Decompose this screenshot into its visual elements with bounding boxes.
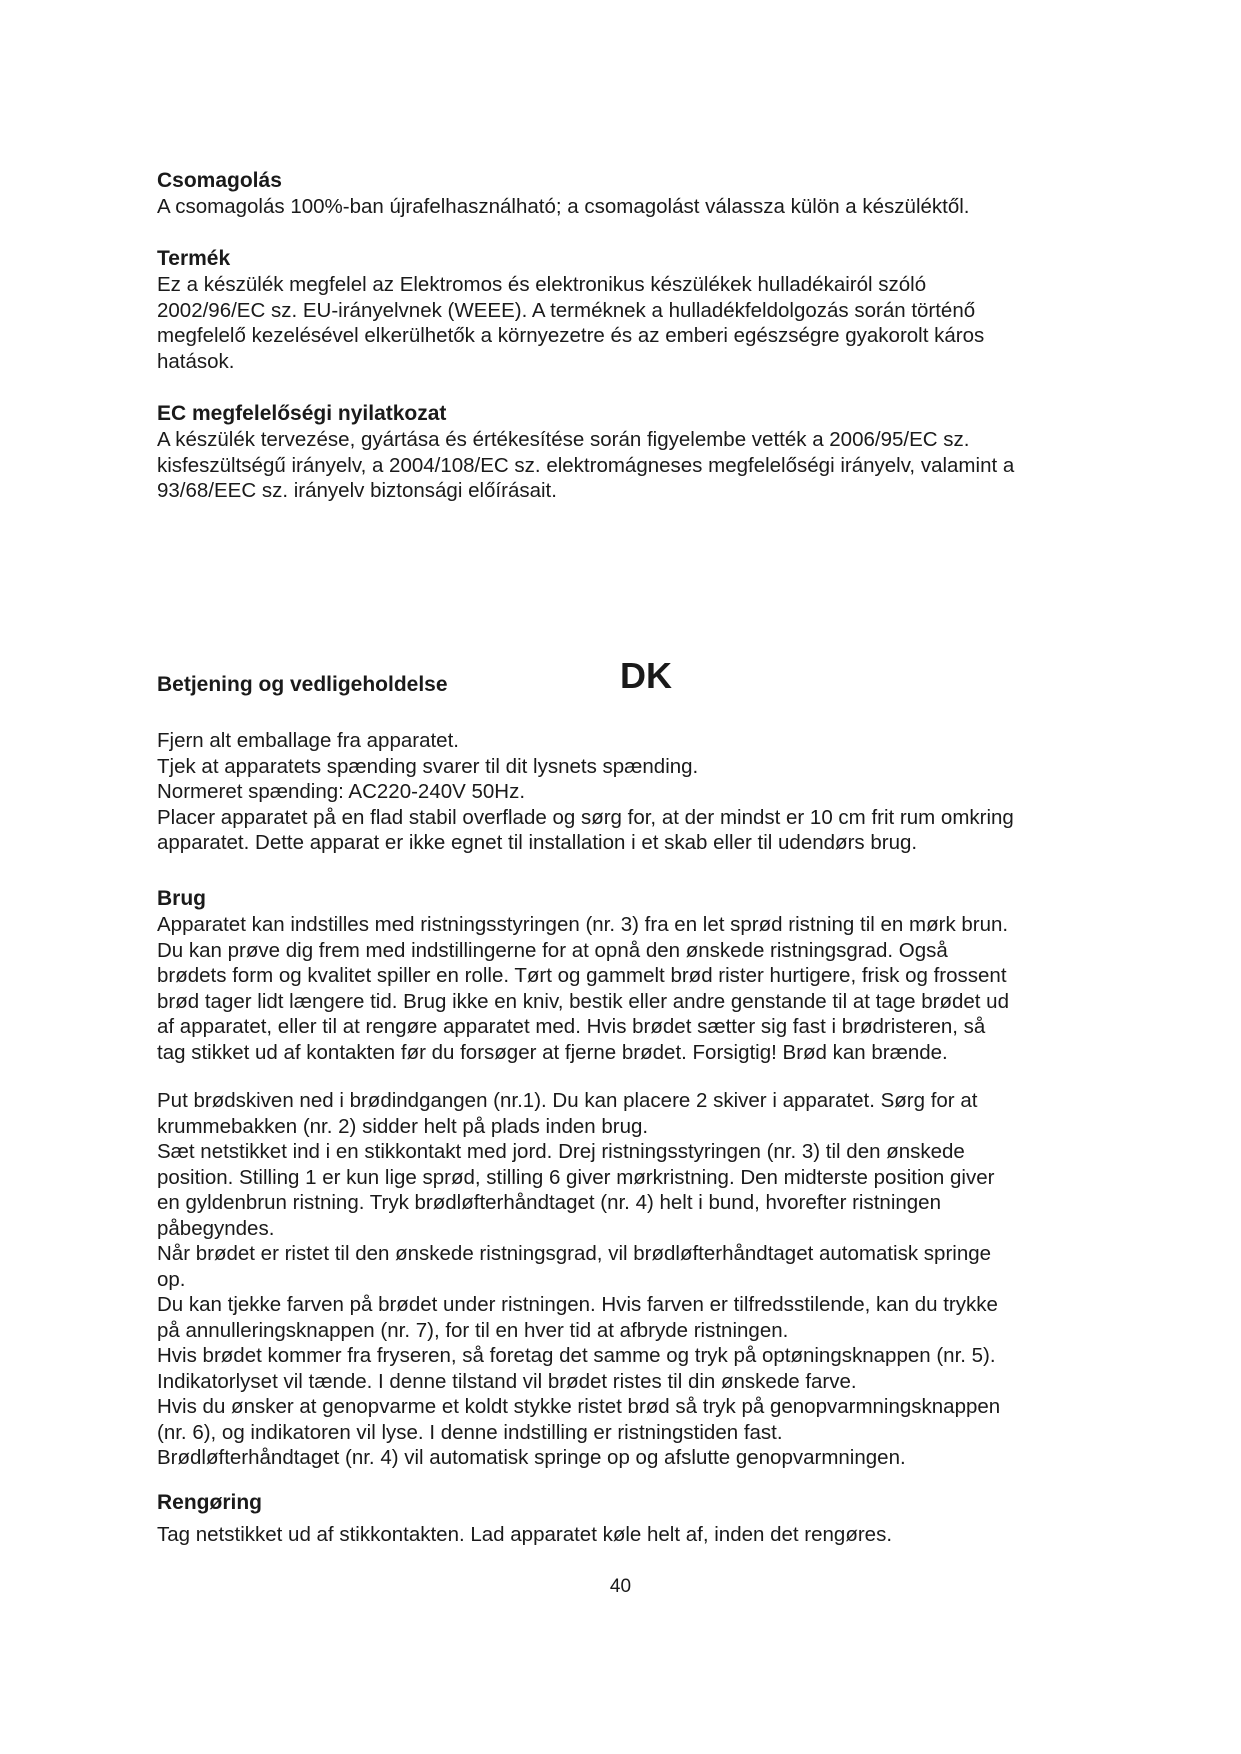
ec-line: 93/68/EEC sz. irányelv biztonsági előírásait.	[157, 479, 557, 502]
dk-intro	[157, 728, 1097, 856]
step-line: position. Stilling 1 er kun lige sprød, stilling 6 giver mørkristning. Den midterste position giver	[157, 1165, 995, 1189]
ec-line: A készülék tervezése, gyártása és értékesítése során figyelembe vették a 2006/95/EC sz.	[157, 428, 970, 451]
use-section	[157, 886, 1097, 1065]
product-title: Termék	[157, 247, 231, 270]
intro-line: Normeret spænding: AC220-240V 50Hz.	[157, 780, 526, 803]
language-code: DK	[620, 655, 672, 696]
cleaning-text: Tag netstikket ud af stikkontakten. Lad apparatet køle helt af, inden det rengøres.	[157, 1523, 893, 1546]
step-line: (nr. 6), og indikatoren vil lyse. I denne indstilling er ristningstiden fast.	[157, 1420, 783, 1444]
ec-section	[157, 401, 1097, 504]
ec-line: kisfeszültségű irányelv, a 2004/108/EC sz. elektromágneses megfelelőségi irányelv, valamint a	[157, 453, 1015, 477]
page-number: 40	[609, 1576, 632, 1597]
packaging-text: A csomagolás 100%-ban újrafelhasználható; a csomagolást válassza külön a készüléktől.	[157, 195, 970, 218]
step-line: på annulleringsknappen (nr. 7), for til en hver tid at afbryde ristningen.	[157, 1318, 789, 1342]
use-line: Apparatet kan indstilles med ristningsstyringen (nr. 3) fra en let sprød ristning til en mørk brun.	[157, 913, 1009, 936]
dk-section-title: Betjening og vedligeholdelse	[157, 673, 448, 696]
product-line: 2002/96/EC sz. EU-irányelvnek (WEEE). A terméknek a hulladékfeldolgozás során történő	[157, 298, 976, 322]
product-line: megfelelő kezelésével elkerülhetők a környezetre és az emberi egészségre gyakorolt káros	[157, 324, 985, 347]
product-section	[157, 246, 1097, 374]
step-line: påbegyndes.	[157, 1216, 275, 1240]
cleaning-section	[157, 1490, 1097, 1548]
use-line: Du kan prøve dig frem med indstillingerne for at opnå den ønskede ristningsgrad. Også	[157, 938, 948, 962]
intro-line: Tjek at apparatets spænding svarer til dit lysnets spænding.	[157, 754, 699, 778]
step-line: Du kan tjekke farven på brødet under ristningen. Hvis farven er tilfredsstilende, kan du trykke	[157, 1293, 998, 1316]
use-line: tag stikket ud af kontakten før du forsøger at fjerne brødet. Forsigtig! Brød kan brænde.	[157, 1040, 948, 1064]
step-line: en gyldenbrun ristning. Tryk brødløfterhåndtaget (nr. 4) helt i bund, hvorefter ristningen	[157, 1191, 941, 1214]
intro-line: Fjern alt emballage fra apparatet.	[157, 729, 459, 752]
steps-section	[157, 1088, 1097, 1471]
product-line: Ez a készülék megfelel az Elektromos és elektronikus készülékek hulladékairól szóló	[157, 273, 927, 296]
step-line: Put brødskiven ned i brødindgangen (nr.1). Du kan placere 2 skiver i apparatet. Sørg for at	[157, 1089, 978, 1112]
use-title: Brug	[157, 887, 206, 910]
use-line: brød tager lidt længere tid. Brug ikke en kniv, bestik eller andre genstande til at tage brødet ud	[157, 989, 1009, 1013]
packaging-section	[157, 168, 1097, 220]
use-line: af apparatet, eller til at rengøre apparatet med. Hvis brødet sætter sig fast i brødristeren, så	[157, 1015, 986, 1038]
step-line: Hvis du ønsker at genopvarme et koldt stykke ristet brød så tryk på genopvarmningsknappen	[157, 1395, 1001, 1418]
step-line: Brødløfterhåndtaget (nr. 4) vil automatisk springe op og afslutte genopvarmningen.	[157, 1446, 906, 1469]
step-line: Hvis brødet kommer fra fryseren, så foretag det samme og tryk på optøningsknappen (nr. 5).	[157, 1344, 996, 1367]
ec-title: EC megfelelőségi nyilatkozat	[157, 402, 447, 425]
use-line: brødets form og kvalitet spiller en rolle. Tørt og gammelt brød rister hurtigere, frisk og frossent	[157, 964, 1007, 987]
intro-line: Placer apparatet på en flad stabil overflade og sørg for, at der mindst er 10 cm frit rum omkring	[157, 805, 1014, 829]
packaging-title: Csomagolás	[157, 169, 282, 192]
product-line: hatások.	[157, 349, 235, 373]
cleaning-title: Rengøring	[157, 1491, 262, 1514]
step-line: op.	[157, 1267, 186, 1291]
intro-line: apparatet. Dette apparat er ikke egnet til installation i et skab eller til udendørs brug.	[157, 831, 918, 854]
step-line: Når brødet er ristet til den ønskede ristningsgrad, vil brødløfterhåndtaget automatisk springe	[157, 1242, 992, 1265]
step-line: krummebakken (nr. 2) sidder helt på plads inden brug.	[157, 1114, 649, 1138]
step-line: Indikatorlyset vil tænde. I denne tilstand vil brødet ristes til din ønskede farve.	[157, 1369, 857, 1393]
step-line: Sæt netstikket ind i en stikkontakt med jord. Drej ristningsstyringen (nr. 3) til den ønskede	[157, 1140, 965, 1163]
